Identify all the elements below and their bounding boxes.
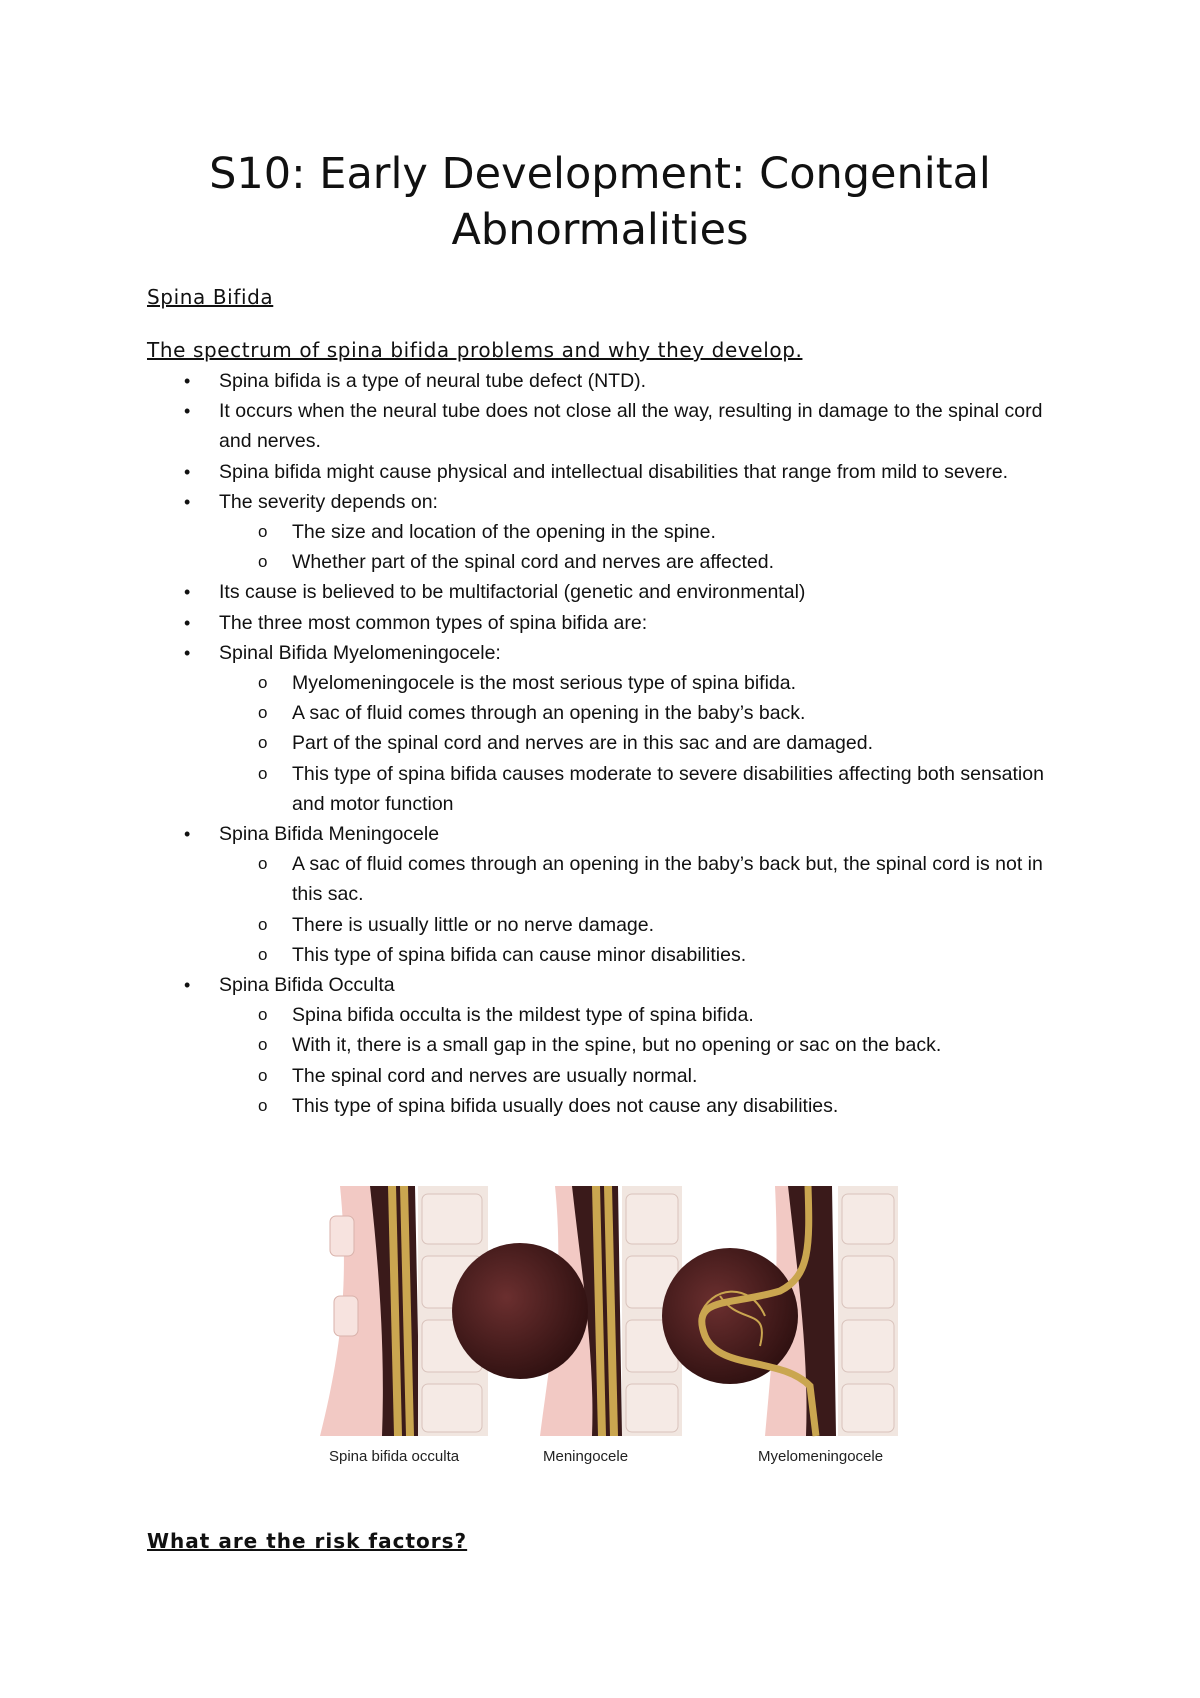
bullet-marker: o [258,552,268,572]
figure-label-occulta: Spina bifida occulta [329,1448,460,1465]
list-item-text: Spina bifida is a type of neural tube defect (NTD). [219,370,647,392]
list-item [0,970,1069,1000]
sub-list-item [0,1000,1072,1030]
sub-list-item [0,547,1072,577]
bullet-marker: o [258,1065,268,1085]
sub-list-item [0,910,1072,940]
list-item-text: Its cause is believed to be multifactorial (genetic and environmental) [219,581,806,604]
figure-label-meningocele: Meningocele [543,1448,629,1465]
bullet-marker: • [184,491,191,512]
bullet-marker: o [258,914,268,934]
myelomeningocele-panel [662,1186,898,1436]
bullet-marker: o [258,522,268,542]
list-item-text: The three most common types of spina bifida are: [219,611,648,634]
sub-list-item [0,1061,1072,1091]
sub-list-item [0,728,1072,758]
list-item-text: Spina bifida occulta is the mildest type of spina bifida. [292,1004,754,1027]
subheading: The spectrum of spina bifida problems and why they develop. [147,338,803,362]
sub-list-item [0,1091,1072,1121]
sub-list-item [0,668,1072,698]
bullet-marker: • [184,824,191,845]
list-item-text: The size and location of the opening in the spine. [292,521,716,544]
list-item-text: It occurs when the neural tube does not close all the way, resulting in damage to the spinal cord and nerves. [219,400,1043,453]
bullet-marker: • [184,612,191,633]
sub-list-item [0,698,1072,728]
bullet-marker: • [184,975,191,996]
bullet-marker: • [184,401,191,422]
list-item-text: With it, there is a small gap in the spine, but no opening or sac on the back. [292,1034,942,1057]
bullet-list [0,366,1200,1121]
sub-list-item [0,940,1072,970]
list-item [0,457,1069,487]
list-item [0,819,1069,849]
list-item [0,638,1069,668]
bullet-marker: o [258,854,268,874]
risk-factors-heading: What are the risk factors? [147,1529,468,1553]
spina-bifida-illustration [310,1186,905,1476]
list-item-text: Myelomeningocele is the most serious type of spina bifida. [292,672,797,695]
list-item-text: The spinal cord and nerves are usually normal. [292,1064,698,1087]
bullet-marker: o [258,703,268,723]
bullet-marker: o [258,1095,268,1115]
bullet-marker: o [258,763,268,783]
sub-list-item [0,1030,1072,1060]
list-item-text: Spinal Bifida Myelomeningocele: [219,641,501,664]
sub-list-item [0,849,1072,909]
list-item [0,396,1069,456]
list-item-text: There is usually little or no nerve damage. [292,913,655,936]
list-item [0,608,1069,638]
list-item [0,366,1069,396]
list-item-text: This type of spina bifida usually does not cause any disabilities. [292,1094,839,1117]
list-item-text: The severity depends on: [219,490,438,513]
bullet-marker: • [184,371,191,391]
figure-label-myelomeningocele: Myelomeningocele [758,1448,884,1465]
bullet-marker: • [184,582,191,603]
bullet-marker: • [184,461,191,482]
bullet-marker: o [258,944,268,964]
list-item-text: This type of spina bifida can cause minor disabilities. [292,943,747,966]
list-item-text: A sac of fluid comes through an opening in the baby’s back. [292,702,806,725]
bullet-marker: • [184,642,191,663]
bullet-marker: o [258,673,268,693]
list-item [0,577,1069,607]
list-item-text: Spina Bifida Meningocele [219,823,440,846]
sub-list-item [0,517,1072,547]
sub-list-item [0,759,1072,819]
list-item-text: A sac of fluid comes through an opening in the baby’s back but, the spinal cord is not in this sac. [292,853,1043,906]
list-item-text: Part of the spinal cord and nerves are in this sac and are damaged. [292,732,874,755]
list-item-text: Spina bifida might cause physical and intellectual disabilities that range from mild to severe. [219,460,1009,483]
bullet-marker: o [258,733,268,753]
bullet-marker: o [258,1035,268,1055]
list-item-text: This type of spina bifida causes moderate to severe disabilities affecting both sensation and motor function [292,762,1044,815]
list-item-text: Spina Bifida Occulta [219,974,395,997]
section-heading: Spina Bifida [147,285,274,309]
bullet-marker: o [258,1005,268,1025]
list-item-text: Whether part of the spinal cord and nerves are affected. [292,551,775,574]
list-item [0,487,1069,517]
page-title: S10: Early Development: Congenital Abnormalities [209,149,991,255]
